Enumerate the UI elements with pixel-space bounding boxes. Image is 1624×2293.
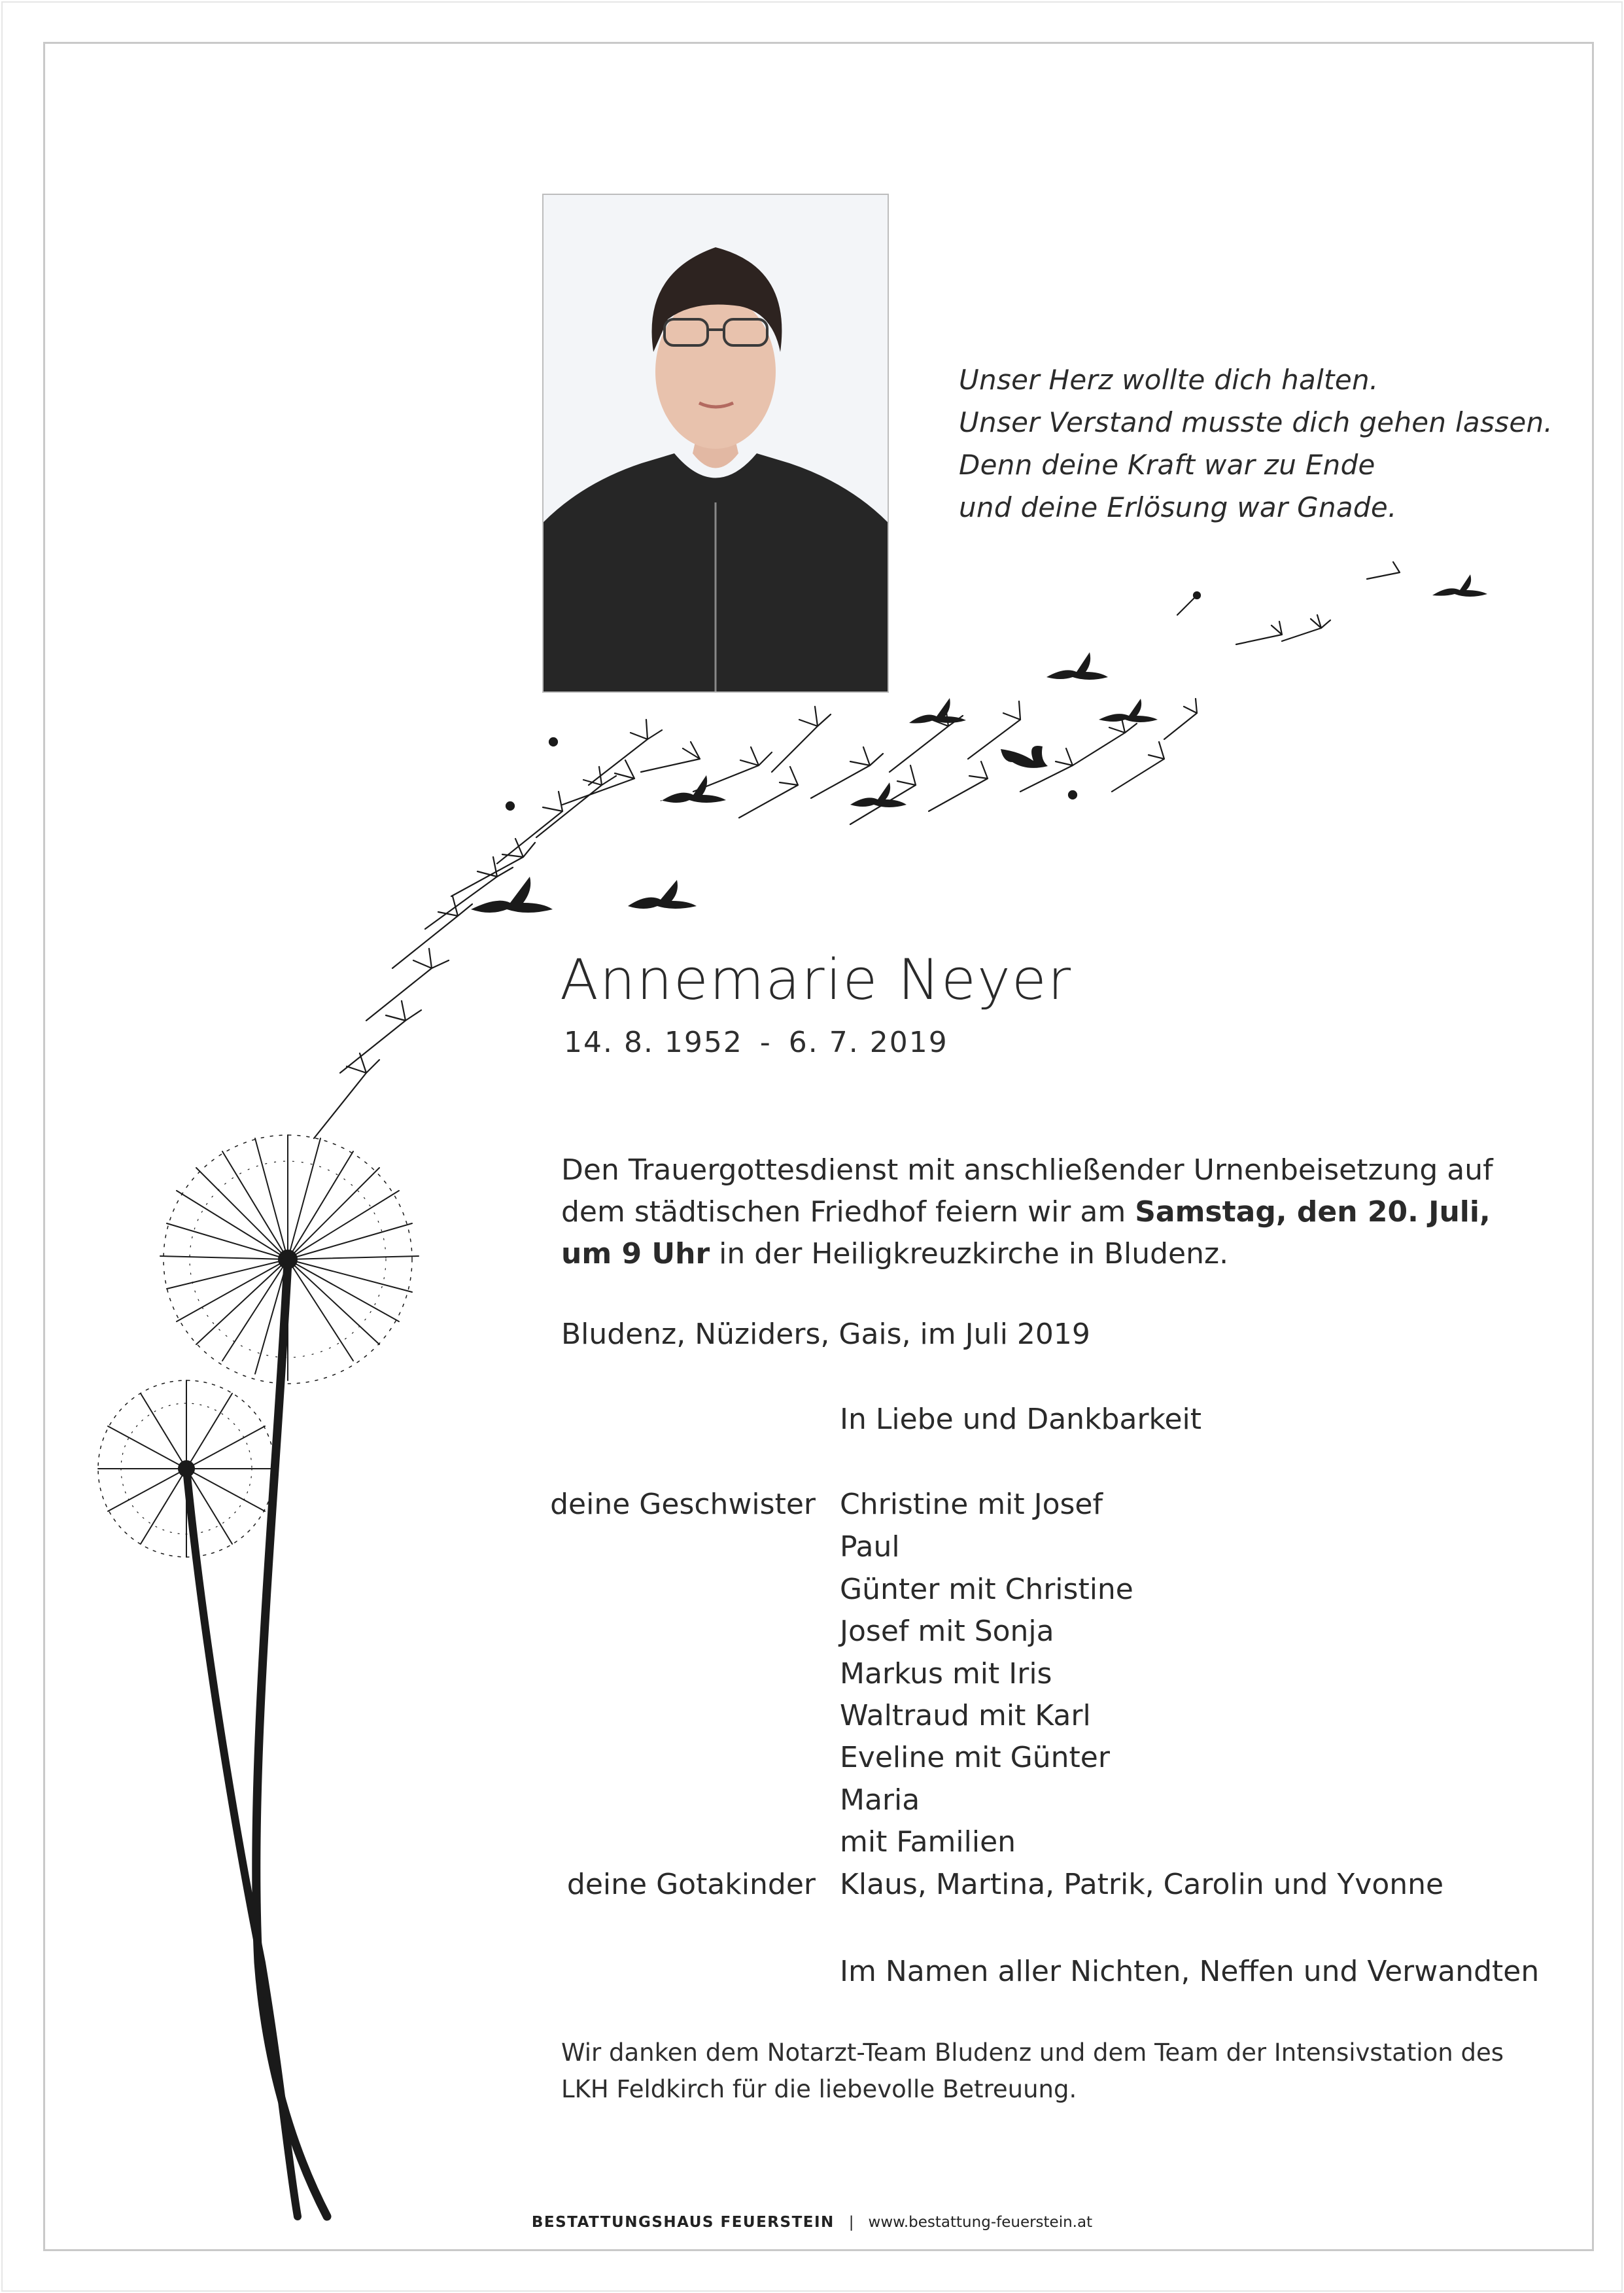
mourner-name: Günter mit Christine <box>840 1573 1133 1606</box>
service-text-before: Den Trauergottesdienst mit anschließender Urnenbeisetzung auf dem städtischen Friedhof feiern wir am <box>561 1153 1493 1229</box>
mourner-row <box>0 1530 1624 1572</box>
service-announcement <box>561 1149 1523 1275</box>
poem <box>959 359 1553 529</box>
thanks-heading: In Liebe und Dankbarkeit <box>840 1403 1201 1436</box>
mourner-row <box>0 1868 1624 1910</box>
mourner-name: Josef mit Sonja <box>840 1615 1054 1648</box>
mourner-row <box>0 1615 1624 1656</box>
life-dates <box>564 1026 948 1059</box>
mourner-name: Eveline mit Günter <box>840 1741 1110 1774</box>
mourner-name: Paul <box>840 1530 900 1564</box>
footer-divider: | <box>848 2214 854 2231</box>
mourner-name: mit Familien <box>840 1825 1016 1859</box>
mourner-name: Klaus, Martina, Patrik, Carolin und Yvonne <box>840 1868 1444 1901</box>
death-date: 6. 7. 2019 <box>788 1026 948 1059</box>
date-separator: - <box>759 1026 772 1059</box>
mourner-row <box>0 1741 1624 1783</box>
poem-line: Denn deine Kraft war zu Ende <box>959 449 1375 481</box>
service-date-time: Samstag, den 20. Juli, um 9 Uhr <box>561 1195 1491 1270</box>
mourner-group-label: deine Gotakinder <box>566 1868 816 1901</box>
poem-line: und deine Erlösung war Gnade. <box>959 491 1397 523</box>
funeral-home-website[interactable]: www.bestattung-feuerstein.at <box>868 2214 1093 2231</box>
mourner-name: Christine mit Josef <box>840 1488 1103 1521</box>
funeral-home-name: BESTATTUNGSHAUS FEUERSTEIN <box>531 2214 835 2231</box>
mourner-name: Markus mit Iris <box>840 1657 1052 1690</box>
mourner-row <box>0 1825 1624 1867</box>
mourner-row <box>0 1488 1624 1530</box>
gratitude-note: Wir danken dem Notarzt-Team Bludenz und dem Team der Intensivstation des LKH Feldkirch für die liebevolle Betreuung. <box>561 2039 1504 2103</box>
mourner-name: Maria <box>840 1783 920 1817</box>
portrait-photo <box>542 194 889 693</box>
place-and-date: Bludenz, Nüziders, Gais, im Juli 2019 <box>561 1318 1090 1351</box>
birth-date: 14. 8. 1952 <box>564 1026 743 1059</box>
mourner-group-label: deine Geschwister <box>550 1488 816 1521</box>
poem-line: Unser Verstand musste dich gehen lassen. <box>959 406 1553 438</box>
service-text-after: in der Heiligkreuzkirche in Bludenz. <box>710 1237 1229 1270</box>
mourner-row <box>0 1573 1624 1615</box>
portrait-image <box>544 195 888 691</box>
mourner-row <box>0 1657 1624 1699</box>
closing-line: Im Namen aller Nichten, Neffen und Verwandten <box>840 1955 1540 1988</box>
poem-line: Unser Herz wollte dich halten. <box>959 364 1379 396</box>
mourner-row <box>0 1783 1624 1825</box>
footer <box>0 2214 1624 2231</box>
deceased-name: Annemarie Neyer <box>560 947 1073 1013</box>
dandelion-head-large <box>160 1135 419 1384</box>
mourner-name: Waltraud mit Karl <box>840 1699 1091 1732</box>
mourner-row <box>0 1699 1624 1741</box>
